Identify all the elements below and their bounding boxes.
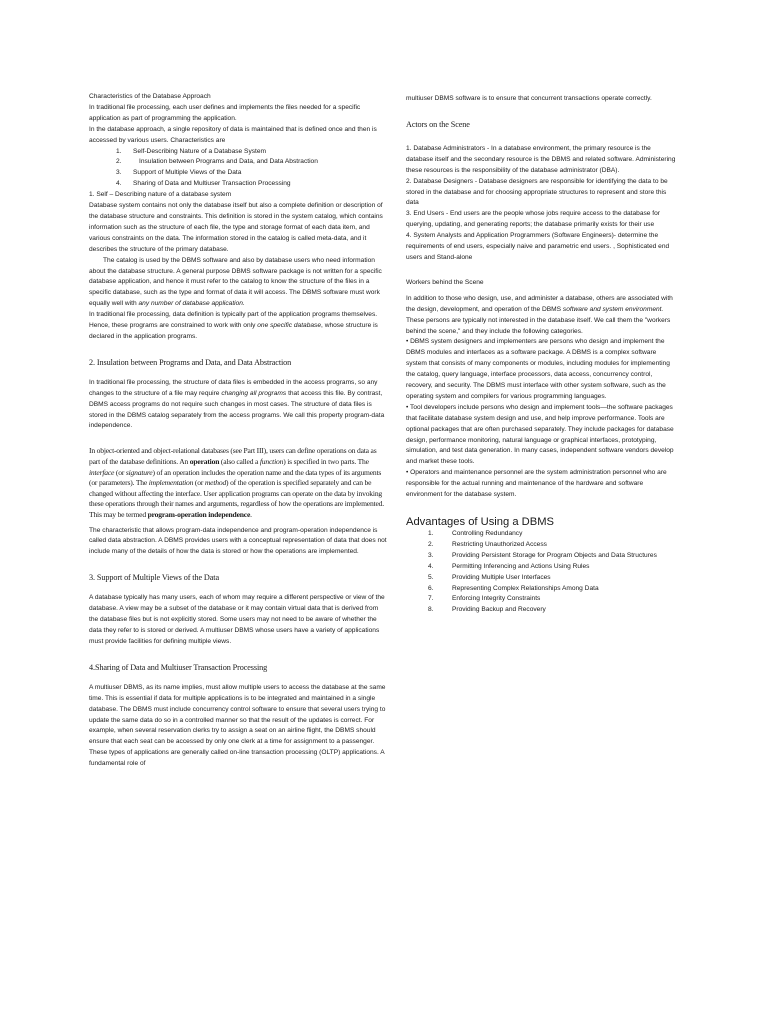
section-2-paragraph-1: In traditional file processing, the structure of data files is embedded in the access programs, so any changes to the structure of a file may require changing all programs that access this file. By contrast, DBMS access programs do not require such changes in most cases. The structure of data files is stored in the DBMS catalog separately from the access programs. We call this property program-data independence.	[89, 378, 385, 430]
actor-item: 2. Database Designers - Database designers are responsible for identifying the data to be stored in the database and for choosing appropriate structures to represent and store this data	[406, 177, 668, 207]
list-item: 1. Self-Describing Nature of a Database System	[116, 147, 267, 155]
section-3-paragraph-1: A database typically has many users, each of whom may require a different perspective or view of the database. A view may be a subset of the database or it may contain virtual data that is derived from the database files but is not explicitly stored. Some users may not need to be aware of whether the data they refer to is stored or derived. A multiuser DBMS whose users have a variety of applications must provide facilities for defining multiple views.	[89, 594, 385, 645]
section-3-heading: 3. Support of Multiple Views of the Data	[89, 573, 219, 583]
actor-item: 3. End Users - End users are the people whose jobs require access to the database for querying, updating, and generating reports; the database primarily exists for their use	[406, 210, 661, 229]
list-item: 2. Restricting Unauthorized Access	[428, 540, 547, 548]
list-item: 8. Providing Backup and Recovery	[428, 606, 546, 614]
section-1-paragraph-2: The catalog is used by the DBMS software and also by database users who need information about the database structure. A general purpose DBMS software package is not written for a specific database application, and hence it must refer to the catalog to know the structure of the files in a specific database, such as the type and format of data it will access. The DBMS software must work equally well with any number of database application.	[89, 256, 382, 308]
section-4-paragraph-1: A multiuser DBMS, as its name implies, must allow multiple users to access the database at the same time. This is essential if data for multiple applications is to be integrated and maintained in a single database. The DBMS must include concurrency control software to ensure that several users trying to update the same data do so in a controlled manner so that the result of the updates is correct. For example, when several reservation clerks try to assign a seat on an airline flight, the DBMS should ensure that each seat can be accessed by only one clerk at a time for assignment to a passenger. These types of applications are generally called on-line transaction processing (OLTP) applications. A fundamental role of	[89, 683, 386, 768]
continued-paragraph: multiuser DBMS software is to ensure that concurrent transactions operate correctly.	[406, 95, 652, 102]
list-item: 3. Providing Persistent Storage for Program Objects and Data Structures	[428, 551, 657, 559]
advantages-heading: Advantages of Using a DBMS	[406, 516, 554, 528]
characteristics-list	[89, 147, 389, 191]
section-2-heading: 2. Insulation between Programs and Data, and Data Abstraction	[89, 357, 292, 367]
list-item: 4. Permitting Inferencing and Actions Using Rules	[428, 562, 590, 570]
workers-bullet: • Tool developers include persons who design and implement tools—the software packages that facilitate database system design and use, and help improve performance. Tools are optional packages that are often purchased separately. They include packages for database design, performance monitoring, natural language or graphical interfaces, prototyping, simulation, and test data generation. In many cases, independent software vendors develop and market these tools.	[406, 403, 674, 466]
list-item: 6. Representing Complex Relationships Among Data	[428, 584, 599, 592]
list-item: 3. Support of Multiple Views of the Data	[116, 169, 242, 177]
actor-item: 4. System Analysts and Application Programmers (Software Engineers)- determine the requirements of end users, especially naive and parametric end users. , Sophisticated end users and Stand-alone	[406, 232, 670, 261]
section-1-heading: 1. Self – Describing nature of a database system	[89, 191, 232, 199]
section-1-paragraph-1: Database system contains not only the database itself but also a complete definition or description of the database structure and constraints. This definition is stored in the system catalog, which contains information such as the structure of each file, the type and storage format of each data item, and various constraints on the data. The information stored in the catalog is called meta-data, and it describes the structure of the primary database.	[89, 202, 383, 253]
list-item: 1. Controlling Redundancy	[428, 530, 523, 537]
workers-bullet: • DBMS system designers and implementers are persons who design and implement the DBMS modules and interfaces as a software package. A DBMS is a complex software system that consists of many components or modules, including modules for implementing the catalog, query language, interface processors, data access, concurrency control, recovery, and security. The DBMS must interface with other system software, such as the operating system and compilers for various programming languages.	[406, 338, 670, 400]
list-item: 7. Enforcing Integrity Constraints	[428, 595, 541, 603]
left-column	[89, 92, 389, 770]
section-2-paragraph-3: The characteristic that allows program-data independence and program-operation independence is called data abstraction. A DBMS provides users with a conceptual representation of data that does not include many of the details of how the data is stored or how the operations are implemented.	[89, 526, 387, 556]
doc-title: Characteristics of the Database Approach	[89, 93, 211, 100]
list-item: 4. Sharing of Data and Multiuser Transaction Processing	[116, 180, 291, 188]
right-column	[406, 94, 678, 616]
section-4-heading: 4.Sharing of Data and Multiuser Transaction Processing	[89, 662, 268, 672]
section-2-paragraph-2: In object-oriented and object-relational databases (see Part III), users can define operations on data as part of the database definitions. An operation (also called a function) is specified in two parts. The interface (or signature) of an operation includes the operation name and the data types of its arguments (or parameters). The implementation (or method) of the operation is specified separately and can be changed without affecting the interface. User application programs can operate on the data by invoking these operations through their names and arguments, regardless of how the operations are implemented. This may be termed program-operation independence.	[89, 446, 384, 519]
list-item: 2. Insulation between Programs and Data, and Data Abstraction	[116, 158, 318, 166]
workers-bullet: • Operators and maintenance personnel are the system administration personnel who are responsible for the actual running and maintenance of the hardware and software environment for the database system.	[406, 469, 667, 499]
workers-paragraph-1: In addition to those who design, use, and administer a database, others are associated with the design, development, and operation of the DBMS software and system environment. These persons are typically not interested in the database itself. We call them the "workers behind the scene," and they include the following categories.	[406, 294, 673, 335]
workers-heading: Workers behind the Scene	[406, 278, 484, 286]
intro-paragraph-2: In the database approach, a single repository of data is maintained that is defined once and then is accessed by various users. Characteristics are	[89, 125, 377, 144]
list-item: 5. Providing Multiple User Interfaces	[428, 573, 551, 581]
intro-paragraph-1: In traditional file processing, each user defines and implements the files needed for a specific application as part of programming the application.	[89, 103, 361, 122]
advantages-list	[406, 529, 678, 616]
actors-heading: Actors on the Scene	[406, 119, 470, 129]
actor-item: 1. Database Administrators - In a database environment, the primary resource is the database itself and the secondary resource is the DBMS and related software. Administering these resources is the responsibility of the database administrator (DBA).	[406, 144, 676, 174]
section-1-paragraph-3: In traditional file processing, data definition is typically part of the application programs themselves. Hence, these programs are constrained to work with only one specific database, whose structure is declared in the application programs.	[89, 311, 378, 340]
